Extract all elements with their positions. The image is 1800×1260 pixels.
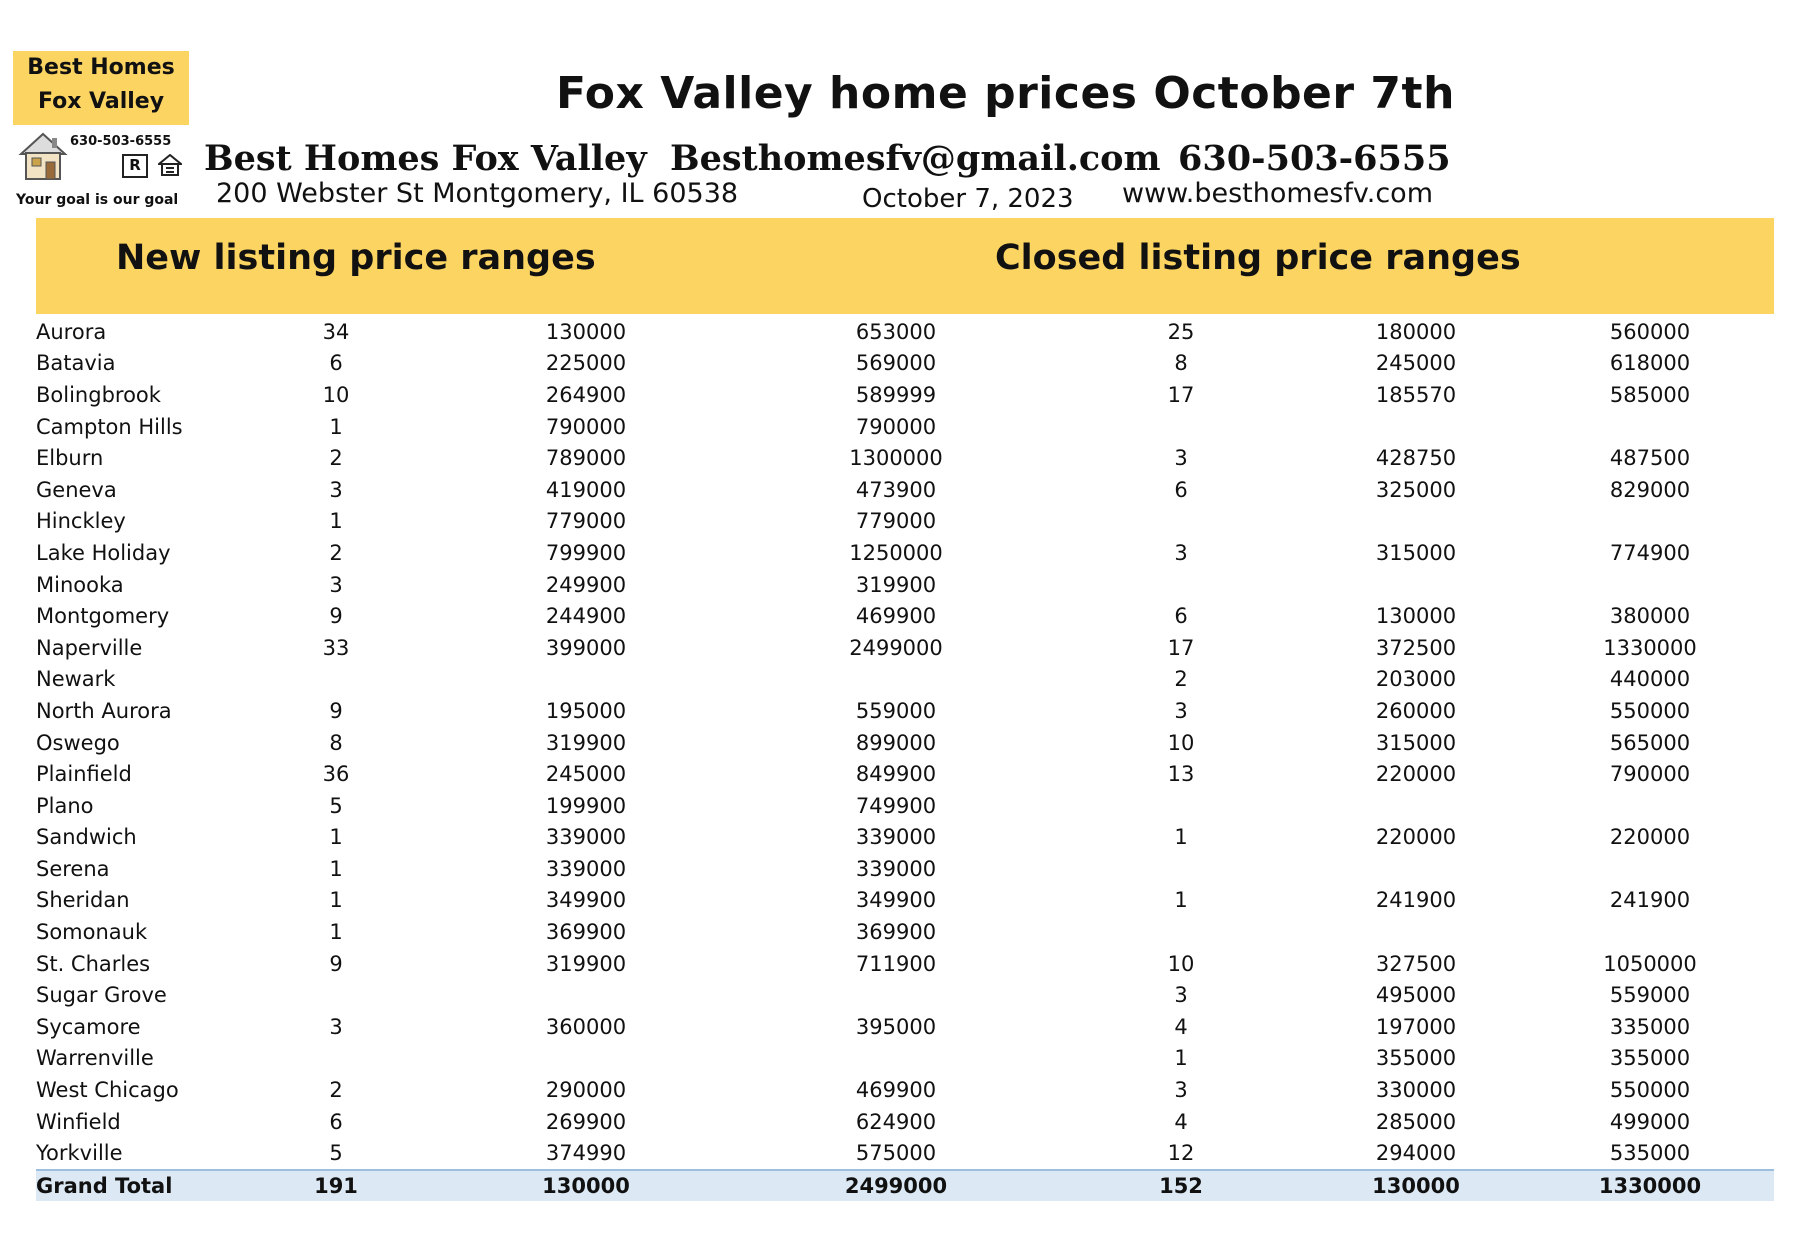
brand-name: Best Homes Fox Valley [204,138,647,179]
city-cell: Plainfield [36,762,132,787]
closed-min-cell: 372500 [1375,635,1457,660]
closed-count-cell [1056,790,1306,822]
closed-count-cell [1056,569,1306,601]
closed-max-cell: 241900 [1609,888,1691,913]
new-max-cell: 469900 [855,604,937,629]
table-row [36,506,1774,538]
table-row [36,1074,1774,1106]
table-row [36,1106,1774,1138]
new-min-cell: 339000 [545,856,627,881]
closed-count-cell: 12 [1167,1141,1195,1166]
total-city-cell: Grand Total [36,1170,236,1201]
new-min-cell: 225000 [545,351,627,376]
city-cell: Plano [36,793,94,818]
total-new-min-cell: 130000 [436,1170,736,1201]
total-closed-min-cell: 130000 [1306,1170,1526,1201]
closed-count-cell: 4 [1174,1109,1188,1134]
closed-count-cell: 3 [1174,446,1188,471]
new-count-cell: 1 [329,825,343,850]
new-count-cell: 1 [329,888,343,913]
table-row [36,853,1774,885]
closed-min-cell [1306,916,1526,948]
closed-min-cell [1306,569,1526,601]
closed-count-cell: 3 [1174,1078,1188,1103]
city-cell: Bolingbrook [36,382,161,407]
new-count-cell: 2 [329,446,343,471]
closed-count-cell: 17 [1167,382,1195,407]
city-cell: St. Charles [36,951,151,976]
new-count-cell: 33 [322,635,350,660]
closed-min-cell: 294000 [1375,1141,1457,1166]
total-closed-max-cell: 1330000 [1526,1170,1774,1201]
closed-count-cell: 3 [1174,698,1188,723]
closed-max-cell [1526,916,1774,948]
closed-count-cell: 1 [1174,888,1188,913]
closed-max-cell: 550000 [1609,698,1691,723]
table-row [36,948,1774,980]
closed-max-cell: 487500 [1609,446,1691,471]
new-max-cell: 369900 [855,920,937,945]
closed-count-cell: 6 [1174,477,1188,502]
table-row [36,600,1774,632]
new-count-cell: 1 [329,414,343,439]
new-min-cell: 779000 [545,509,627,534]
city-cell: Serena [36,856,110,881]
new-min-cell: 789000 [545,446,627,471]
table-row [36,664,1774,696]
city-cell: Sycamore [36,1014,141,1039]
new-max-cell: 1250000 [849,540,943,565]
closed-count-cell: 3 [1174,983,1188,1008]
closed-max-cell: 535000 [1609,1141,1691,1166]
closed-min-cell: 185570 [1375,382,1457,407]
closed-listing-heading: Closed listing price ranges [995,238,1521,278]
table-row [36,790,1774,822]
brand-email: Besthomesfv@gmail.com [670,138,1161,179]
closed-max-cell: 829000 [1609,477,1691,502]
new-max-cell: 589999 [855,382,937,407]
closed-count-cell [1056,853,1306,885]
closed-count-cell: 10 [1167,730,1195,755]
table-row [36,916,1774,948]
new-count-cell: 34 [322,319,350,344]
closed-min-cell [1306,853,1526,885]
new-max-cell: 469900 [855,1078,937,1103]
closed-count-cell [1056,506,1306,538]
closed-count-cell: 8 [1174,351,1188,376]
new-count-cell: 2 [329,540,343,565]
website: www.besthomesfv.com [1122,178,1434,209]
new-count-cell: 6 [329,1109,343,1134]
new-count-cell: 9 [329,698,343,723]
closed-max-cell: 790000 [1609,762,1691,787]
closed-max-cell: 618000 [1609,351,1691,376]
closed-min-cell [1306,411,1526,443]
new-min-cell [436,664,736,696]
closed-max-cell [1526,853,1774,885]
closed-max-cell: 565000 [1609,730,1691,755]
new-min-cell [436,1043,736,1075]
city-cell: Oswego [36,730,120,755]
closed-max-cell: 550000 [1609,1078,1691,1103]
logo-line-1: Best Homes [27,55,175,80]
new-min-cell: 199900 [545,793,627,818]
new-max-cell: 749900 [855,793,937,818]
new-max-cell: 569000 [855,351,937,376]
new-min-cell: 360000 [545,1014,627,1039]
table-row [36,822,1774,854]
closed-max-cell: 1330000 [1603,635,1697,660]
new-count-cell [236,664,436,696]
city-cell: Campton Hills [36,414,183,439]
city-cell: Sandwich [36,825,137,850]
logo-line-2: Fox Valley [37,89,165,114]
new-max-cell: 349900 [855,888,937,913]
new-min-cell: 399000 [545,635,627,660]
table-row [36,979,1774,1011]
closed-max-cell [1526,569,1774,601]
table-row [36,632,1774,664]
closed-max-cell: 1050000 [1603,951,1697,976]
city-cell: Batavia [36,351,116,376]
new-min-cell: 264900 [545,382,627,407]
closed-min-cell: 203000 [1375,667,1457,692]
total-new-max-cell: 2499000 [736,1170,1056,1201]
new-max-cell: 339000 [855,856,937,881]
brand-phone: 630-503-6555 [1178,138,1451,179]
city-cell: Minooka [36,572,124,597]
closed-min-cell: 495000 [1375,983,1457,1008]
closed-count-cell: 4 [1174,1014,1188,1039]
new-max-cell: 899000 [855,730,937,755]
new-count-cell: 10 [322,382,350,407]
new-max-cell: 575000 [855,1141,937,1166]
closed-min-cell: 245000 [1375,351,1457,376]
new-max-cell: 711900 [855,951,937,976]
new-count-cell: 3 [329,1014,343,1039]
closed-count-cell: 1 [1174,825,1188,850]
closed-min-cell: 260000 [1375,698,1457,723]
table-row [36,474,1774,506]
closed-min-cell: 327500 [1375,951,1457,976]
table-row [36,411,1774,443]
new-count-cell: 6 [329,351,343,376]
city-cell: Elburn [36,446,104,471]
closed-max-cell [1526,790,1774,822]
new-min-cell: 319900 [545,730,627,755]
new-count-cell: 1 [329,920,343,945]
city-cell: Newark [36,667,116,692]
table-row [36,758,1774,790]
logo-graphic [14,128,194,184]
new-max-cell: 473900 [855,477,937,502]
new-max-cell: 339000 [855,825,937,850]
closed-min-cell [1306,790,1526,822]
city-cell: Aurora [36,319,107,344]
logo-badge [13,51,189,125]
closed-max-cell: 220000 [1609,825,1691,850]
table-row [36,1137,1774,1170]
closed-max-cell: 774900 [1609,540,1691,565]
new-min-cell: 244900 [545,604,627,629]
city-cell: Montgomery [36,604,170,629]
closed-count-cell: 6 [1174,604,1188,629]
new-count-cell: 36 [322,762,350,787]
table-row [36,727,1774,759]
total-new-count-cell: 191 [236,1170,436,1201]
new-count-cell: 1 [329,856,343,881]
new-count-cell: 5 [329,793,343,818]
new-max-cell [736,979,1056,1011]
city-cell: Sugar Grove [36,983,167,1008]
closed-max-cell: 585000 [1609,382,1691,407]
new-min-cell: 269900 [545,1109,627,1134]
page-title: Fox Valley home prices October 7th [556,68,1455,119]
new-min-cell: 374990 [545,1141,627,1166]
closed-count-cell: 17 [1167,635,1195,660]
new-count-cell: 9 [329,604,343,629]
equal-housing-icon [158,154,182,176]
closed-min-cell: 428750 [1375,446,1457,471]
new-min-cell: 245000 [545,762,627,787]
new-count-cell: 2 [329,1078,343,1103]
table-row [36,379,1774,411]
new-max-cell: 559000 [855,698,937,723]
closed-max-cell [1526,411,1774,443]
new-count-cell: 3 [329,477,343,502]
new-count-cell: 3 [329,572,343,597]
new-min-cell: 290000 [545,1078,627,1103]
new-min-cell: 799900 [545,540,627,565]
closed-count-cell: 1 [1174,1046,1188,1071]
closed-count-cell: 2 [1174,667,1188,692]
city-cell: Warrenville [36,1046,154,1071]
table-row [36,316,1774,348]
city-cell: Geneva [36,477,117,502]
city-cell: Hinckley [36,509,126,534]
new-max-cell: 624900 [855,1109,937,1134]
closed-min-cell [1306,506,1526,538]
new-count-cell: 8 [329,730,343,755]
address: 200 Webster St Montgomery, IL 60538 [216,178,739,209]
new-max-cell: 849900 [855,762,937,787]
closed-max-cell: 380000 [1609,604,1691,629]
new-count-cell [236,979,436,1011]
new-max-cell: 395000 [855,1014,937,1039]
closed-min-cell: 197000 [1375,1014,1457,1039]
new-min-cell: 339000 [545,825,627,850]
table-row [36,442,1774,474]
new-max-cell: 779000 [855,509,937,534]
new-max-cell: 2499000 [849,635,943,660]
closed-min-cell: 130000 [1375,604,1457,629]
closed-min-cell: 315000 [1375,730,1457,755]
grand-total-row [36,1170,1774,1201]
new-count-cell: 9 [329,951,343,976]
new-max-cell: 1300000 [849,446,943,471]
city-cell: Sheridan [36,888,130,913]
table-row [36,695,1774,727]
new-min-cell: 369900 [545,920,627,945]
city-cell: Naperville [36,635,143,660]
city-cell: North Aurora [36,698,172,723]
closed-max-cell: 355000 [1609,1046,1691,1071]
closed-min-cell: 241900 [1375,888,1457,913]
closed-max-cell: 440000 [1609,667,1691,692]
new-max-cell: 319900 [855,572,937,597]
closed-count-cell: 10 [1167,951,1195,976]
closed-min-cell: 220000 [1375,762,1457,787]
table-row [36,1043,1774,1075]
new-count-cell: 1 [329,509,343,534]
new-min-cell: 249900 [545,572,627,597]
closed-count-cell: 25 [1167,319,1195,344]
new-min-cell: 319900 [545,951,627,976]
house-icon [18,130,68,182]
new-min-cell: 195000 [545,698,627,723]
city-cell: Lake Holiday [36,540,171,565]
closed-max-cell: 335000 [1609,1014,1691,1039]
table-row [36,569,1774,601]
new-max-cell: 653000 [855,319,937,344]
logo-tagline: Your goal is our goal [16,192,179,208]
closed-min-cell: 325000 [1375,477,1457,502]
new-count-cell: 5 [329,1141,343,1166]
closed-min-cell: 220000 [1375,825,1457,850]
closed-count-cell [1056,916,1306,948]
table-row [36,348,1774,380]
price-table [36,316,1774,1201]
closed-count-cell: 3 [1174,540,1188,565]
new-max-cell [736,664,1056,696]
closed-min-cell: 285000 [1375,1109,1457,1134]
closed-max-cell: 559000 [1609,983,1691,1008]
new-min-cell: 790000 [545,414,627,439]
new-listing-heading: New listing price ranges [116,238,596,278]
table-row [36,537,1774,569]
closed-count-cell [1056,411,1306,443]
realtor-icon: R [122,154,148,178]
table-row [36,885,1774,917]
city-cell: Winfield [36,1109,121,1134]
new-count-cell [236,1043,436,1075]
city-cell: Yorkville [36,1141,123,1166]
closed-max-cell: 499000 [1609,1109,1691,1134]
closed-min-cell: 330000 [1375,1078,1457,1103]
closed-min-cell: 355000 [1375,1046,1457,1071]
new-min-cell: 130000 [545,319,627,344]
new-min-cell: 419000 [545,477,627,502]
new-min-cell: 349900 [545,888,627,913]
city-cell: West Chicago [36,1078,179,1103]
city-cell: Somonauk [36,920,148,945]
total-closed-count-cell: 152 [1056,1170,1306,1201]
closed-max-cell: 560000 [1609,319,1691,344]
new-max-cell [736,1043,1056,1075]
report-date: October 7, 2023 [862,184,1074,214]
closed-min-cell: 180000 [1375,319,1457,344]
closed-min-cell: 315000 [1375,540,1457,565]
closed-max-cell [1526,506,1774,538]
new-max-cell: 790000 [855,414,937,439]
new-min-cell [436,979,736,1011]
table-row [36,1011,1774,1043]
logo-phone: 630-503-6555 [70,134,172,149]
closed-count-cell: 13 [1167,762,1195,787]
